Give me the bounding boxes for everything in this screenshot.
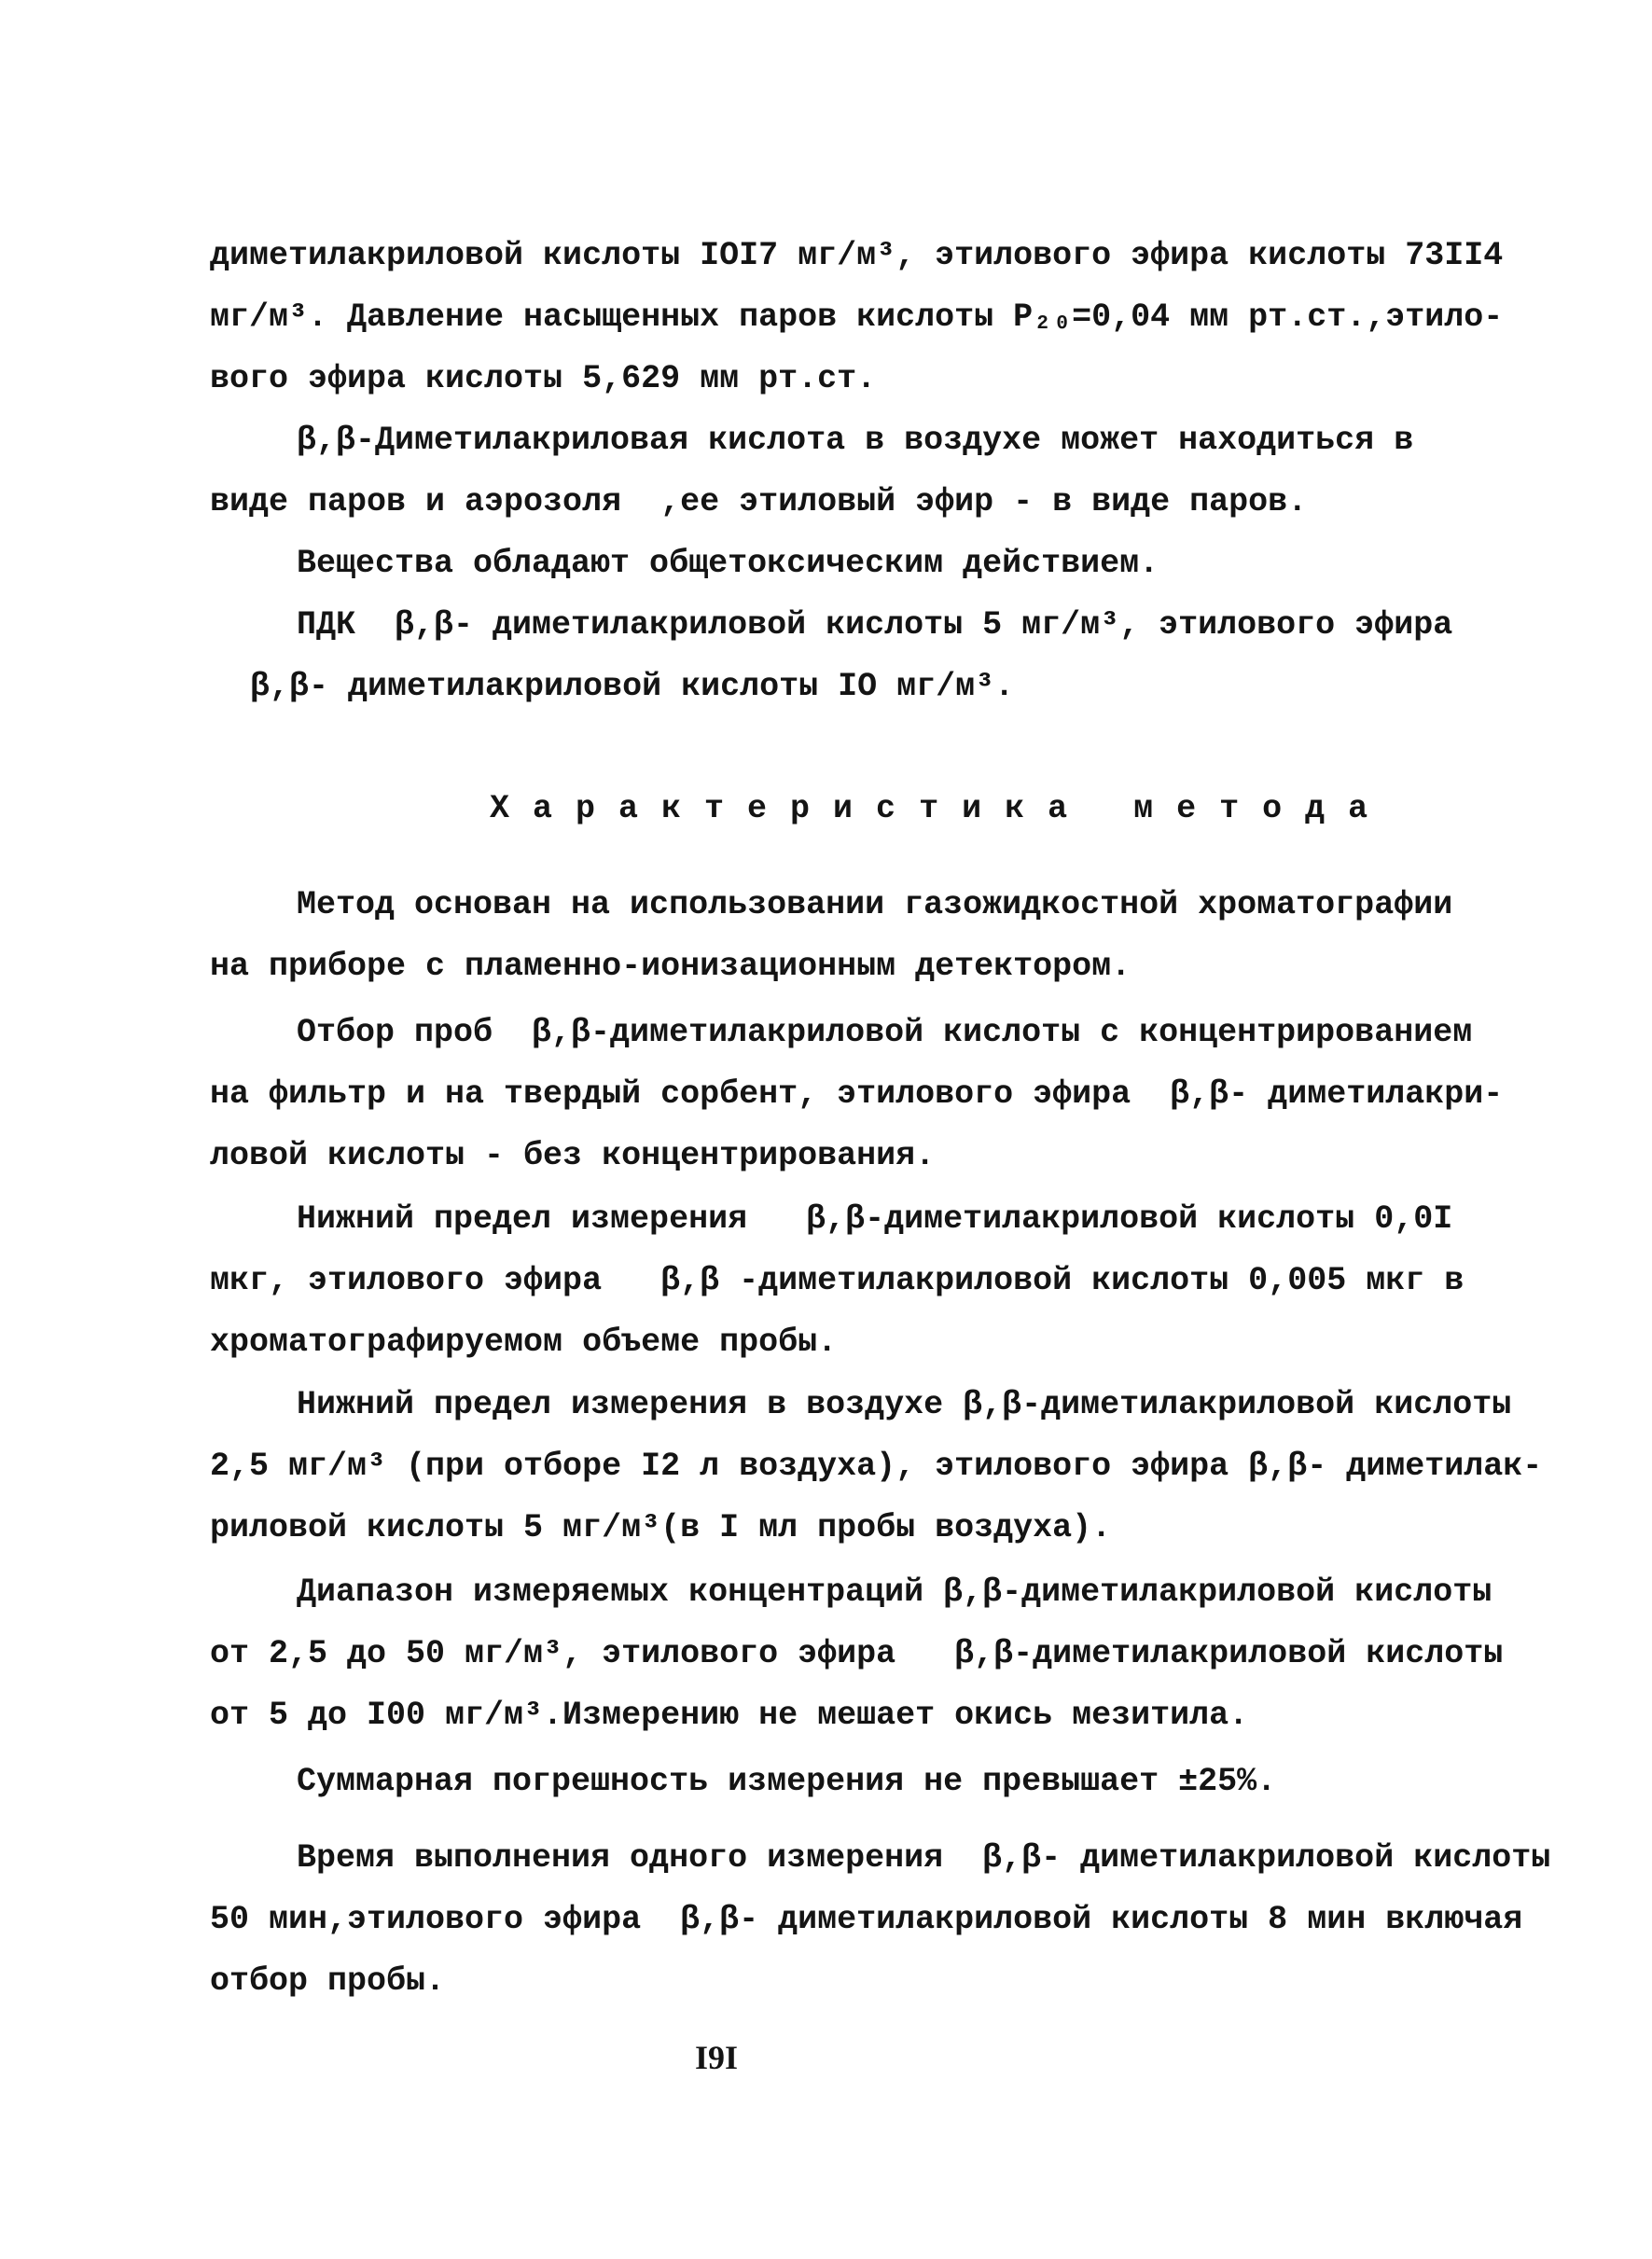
text-line: Отбор проб β,β-диметилакриловой кислоты с концентрированием <box>297 1014 1473 1051</box>
text-line: от 2,5 до 50 мг/м³, этилового эфира β,β-диметилакриловой кислоты <box>210 1635 1504 1672</box>
text-line: Вещества обладают общетоксическим действием. <box>297 545 1159 582</box>
text-line: хроматографируемом объеме пробы. <box>210 1324 838 1361</box>
text-line: мг/м³. Давление насыщенных паров кислоты P₂₀=0,04 мм рт.ст.,этило- <box>210 298 1504 336</box>
text-line: ПДК β,β- диметилакриловой кислоты 5 мг/м³, этилового эфира <box>297 606 1453 644</box>
text-line: ловой кислоты - без концентрирования. <box>210 1137 936 1174</box>
text-line: виде паров и аэрозоля ,ее этиловый эфир - в виде паров. <box>210 483 1308 520</box>
text-line: 2,5 мг/м³ (при отборе I2 л воздуха), этилового эфира β,β- диметилак- <box>210 1448 1543 1485</box>
text-line: вого эфира кислоты 5,629 мм рт.ст. <box>210 360 877 397</box>
page-number: I9I <box>695 2039 739 2076</box>
text-line: на приборе с пламенно-ионизационным детектором. <box>210 948 1131 985</box>
text-line: мкг, этилового эфира β,β -диметилакриловой кислоты 0,005 мкг в <box>210 1262 1465 1299</box>
section-heading: Х а р а к т е р и с т и к а м е т о д а <box>490 790 1370 827</box>
text-line: от 5 до I00 мг/м³.Измерению не мешает окись мезитила. <box>210 1697 1249 1734</box>
text-line: Диапазон измеряемых концентраций β,β-диметилакриловой кислоты <box>297 1573 1492 1611</box>
text-line: на фильтр и на твердый сорбент, этилового эфира β,β- диметилакри- <box>210 1075 1504 1113</box>
text-line: диметилакриловой кислоты IOI7 мг/м³, этилового эфира кислоты 73II4 <box>210 237 1504 274</box>
text-line: Нижний предел измерения β,β-диметилакриловой кислоты 0,0I <box>297 1200 1453 1238</box>
text-line: Суммарная погрешность измерения не превышает ±25%. <box>297 1763 1277 1800</box>
text-line: Время выполнения одного измерения β,β- диметилакриловой кислоты <box>297 1839 1551 1877</box>
text-line: Метод основан на использовании газожидкостной хроматографии <box>297 886 1453 923</box>
text-line: Нижний предел измерения в воздухе β,β-диметилакриловой кислоты <box>297 1386 1512 1423</box>
text-line: β,β-Диметилакриловая кислота в воздухе может находиться в <box>297 422 1414 459</box>
text-line: отбор пробы. <box>210 1962 446 2000</box>
text-line: риловой кислоты 5 мг/м³(в I мл пробы воздуха). <box>210 1509 1112 1546</box>
text-line: 50 мин,этилового эфира β,β- диметилакриловой кислоты 8 мин включая <box>210 1901 1523 1938</box>
text-line: β,β- диметилакриловой кислоты IO мг/м³. <box>250 668 1015 705</box>
